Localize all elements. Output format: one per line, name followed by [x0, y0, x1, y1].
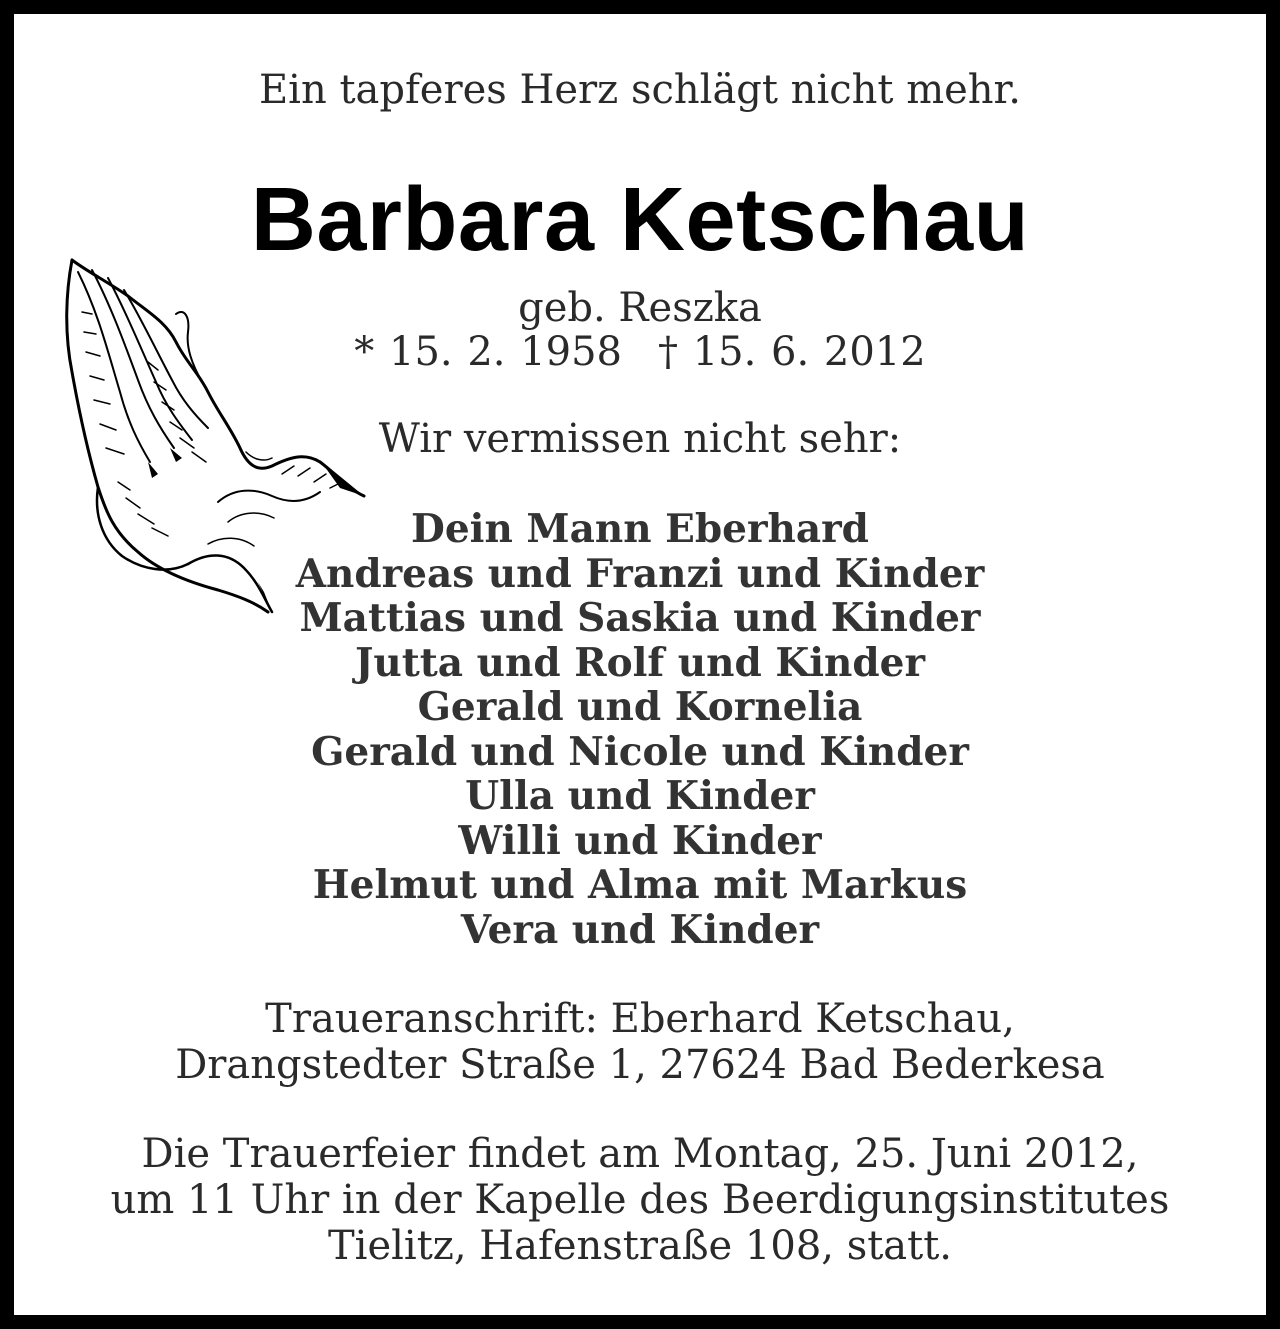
death-date: † 15. 6. 2012	[658, 329, 926, 375]
mourners-list	[0, 507, 1280, 952]
mourner-line: Dein Mann Eberhard	[411, 506, 869, 552]
mourner-line: Andreas und Franzi und Kinder	[295, 550, 985, 597]
address-line-2: Drangstedter Straße 1, 27624 Bad Bederkesa	[175, 1042, 1105, 1088]
mourner-line: Gerald und Kornelia	[417, 684, 863, 730]
mourner-line: Gerald und Nicole und Kinder	[311, 728, 969, 775]
miss-line: Wir vermissen nicht sehr:	[378, 416, 902, 462]
deceased-name: Barbara Ketschau	[250, 170, 1030, 270]
intro-line: Ein tapferes Herz schlägt nicht mehr.	[258, 67, 1021, 113]
service-line-1: Die Trauerfeier findet am Montag, 25. Juni 2012,	[141, 1131, 1139, 1177]
mourner-line: Helmut und Alma mit Markus	[312, 862, 968, 908]
address-line-1: Traueranschrift: Eberhard Ketschau,	[265, 996, 1015, 1042]
birth-date: * 15. 2. 1958	[354, 329, 622, 375]
mourner-line: Willi und Kinder	[458, 817, 822, 864]
mourning-address	[0, 996, 1280, 1088]
mourner-line: Vera und Kinder	[460, 906, 820, 953]
service-line-3: Tielitz, Hafenstraße 108, statt.	[327, 1223, 953, 1269]
service-line-2: um 11 Uhr in der Kapelle des Beerdigungsinstitutes	[110, 1177, 1170, 1223]
mourner-line: Mattias und Saskia und Kinder	[299, 595, 981, 641]
mourner-line: Jutta und Rolf und Kinder	[354, 639, 926, 686]
maiden-name: geb. Reszka	[518, 285, 762, 331]
funeral-service-info	[0, 1131, 1280, 1269]
mourner-line: Ulla und Kinder	[465, 773, 815, 819]
